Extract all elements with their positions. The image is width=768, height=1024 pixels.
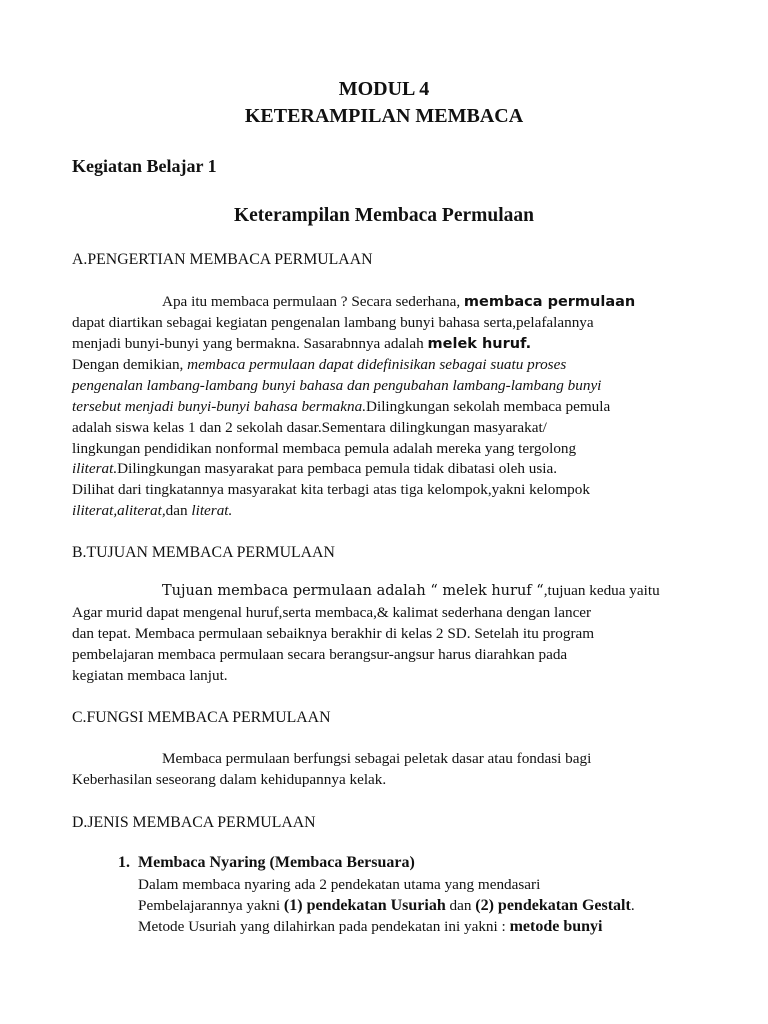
section-c-heading: C.FUNGSI MEMBACA PERMULAAN <box>72 709 331 726</box>
paragraph-a-line-10: Dilihat dari tingkatannya masyarakat kita terbagi atas tiga kelompok,yakni kelompok <box>72 481 590 498</box>
paragraph-d-line-3 <box>138 917 602 937</box>
text-run: Dilingkungan masyarakat para pembaca pemula tidak dibatasi oleh usia. <box>117 460 558 477</box>
list-number: 1. <box>118 854 130 871</box>
module-number-title: MODUL 4 <box>338 78 430 100</box>
bold-term: Tujuan membaca permulaan adalah “ melek huruf “ <box>162 583 544 599</box>
paragraph-c-line-1: Membaca permulaan berfungsi sebagai peletak dasar atau fondasi bagi <box>162 750 592 767</box>
bold-term: (1) pendekatan Usuriah <box>283 897 446 914</box>
text-run: . <box>630 897 635 914</box>
paragraph-b-line-3: dan tepat. Membaca permulaan sebaiknya berakhir di kelas 2 SD. Setelah itu program <box>72 625 595 642</box>
bold-term: metode bunyi <box>509 918 603 935</box>
paragraph-a-line-7: adalah siswa kelas 1 dan 2 sekolah dasar.Sementara dilingkungan masyarakat/ <box>72 419 547 436</box>
paragraph-a-line-3 <box>72 334 531 354</box>
bold-term: membaca permulaan <box>463 294 636 310</box>
section-title: Keterampilan Membaca Permulaan <box>233 205 535 226</box>
paragraph-a-line-2: dapat diartikan sebagai kegiatan pengenalan lambang bunyi bahasa serta,pelafalannya <box>72 314 594 331</box>
bold-term: (2) pendekatan Gestalt <box>475 897 631 914</box>
paragraph-a-line-5: pengenalan lambang-lambang bunyi bahasa dan pengubahan lambang-lambang bunyi <box>72 377 602 394</box>
paragraph-b-line-5: kegiatan membaca lanjut. <box>72 667 228 684</box>
text-run: Dilingkungan sekolah membaca pemula <box>366 398 611 415</box>
text-run: ,tujuan kedua yaitu <box>543 582 660 599</box>
italic-term: iliterat. <box>72 460 118 477</box>
section-a-heading: A.PENGERTIAN MEMBACA PERMULAAN <box>72 251 373 268</box>
paragraph-d-line-2 <box>138 896 635 916</box>
paragraph-b-line-1 <box>162 581 660 601</box>
text-run: Apa itu membaca permulaan ? Secara sederhana, <box>162 293 464 310</box>
paragraph-a-line-4 <box>72 355 566 375</box>
paragraph-a-line-9 <box>72 459 557 479</box>
section-d-heading: D.JENIS MEMBACA PERMULAAN <box>72 814 316 831</box>
bold-term: melek huruf. <box>427 336 532 352</box>
text-run: dan <box>165 502 192 519</box>
italic-term: literat. <box>191 502 233 519</box>
paragraph-a-line-11 <box>72 501 232 521</box>
module-title: KETERAMPILAN MEMBACA <box>244 105 524 127</box>
text-run: dan <box>445 897 476 914</box>
text-run: Dengan demikian, <box>72 356 188 373</box>
paragraph-a-line-6 <box>72 397 610 417</box>
activity-heading: Kegiatan Belajar 1 <box>72 156 217 176</box>
italic-definition: membaca permulaan dapat didefinisikan sebagai suatu proses <box>187 356 567 373</box>
text-run: menjadi bunyi-bunyi yang bermakna. Sasarabnnya adalah <box>72 335 428 352</box>
list-item-1-title <box>118 853 415 873</box>
paragraph-d-line-1: Dalam membaca nyaring ada 2 pendekatan utama yang mendasari <box>138 876 541 893</box>
section-b-heading: B.TUJUAN MEMBACA PERMULAAN <box>72 544 335 561</box>
paragraph-b-line-2: Agar murid dapat mengenal huruf,serta membaca,& kalimat sederhana dengan lancer <box>72 604 592 621</box>
paragraph-a-line-1 <box>162 292 635 312</box>
paragraph-b-line-4: pembelajaran membaca permulaan secara berangsur-angsur harus diarahkan pada <box>72 646 568 663</box>
paragraph-c-line-2: Keberhasilan seseorang dalam kehidupannya kelak. <box>72 771 387 788</box>
paragraph-a-line-8: lingkungan pendidikan nonformal membaca pemula adalah mereka yang tergolong <box>72 440 577 457</box>
italic-term: iliterat,aliterat, <box>72 502 166 519</box>
text-run: Metode Usuriah yang dilahirkan pada pendekatan ini yakni : <box>138 918 510 935</box>
list-title: Membaca Nyaring (Membaca Bersuara) <box>138 854 415 871</box>
italic-definition: tersebut menjadi bunyi-bunyi bahasa bermakna. <box>72 398 366 415</box>
text-run: Pembelajarannya yakni <box>138 897 284 914</box>
